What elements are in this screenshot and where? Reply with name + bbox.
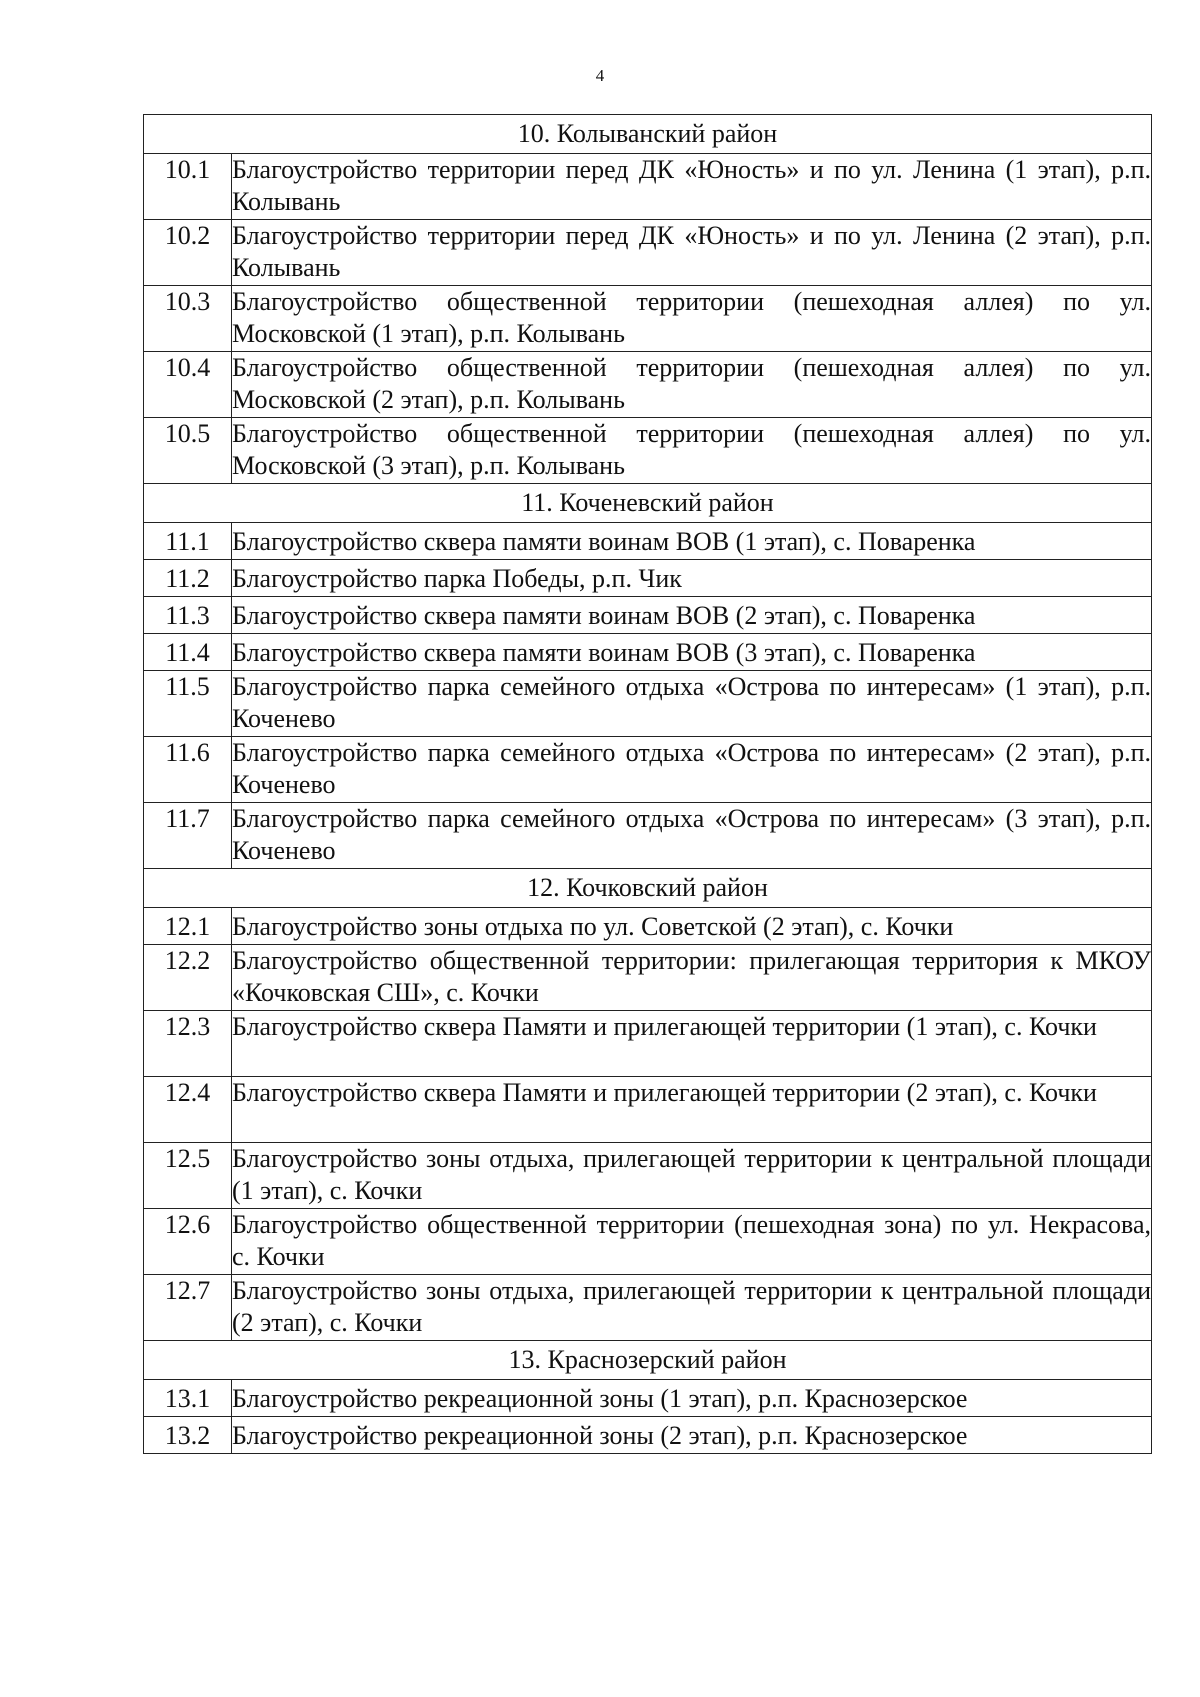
item-description: Благоустройство общественной территории (пешеходная зона) по ул. Некрасова, с. Кочки: [232, 1209, 1152, 1275]
districts-table: [143, 114, 1152, 1454]
section-header-row: [144, 869, 1152, 908]
section-title: 11. Коченевский район: [144, 484, 1152, 523]
table-row: [144, 945, 1152, 1011]
table-row: [144, 286, 1152, 352]
item-description: Благоустройство сквера Памяти и прилегающей территории (2 этап), с. Кочки: [232, 1077, 1152, 1143]
item-number: 10.3: [144, 286, 232, 352]
item-number: 11.7: [144, 803, 232, 869]
section-header-row: [144, 1341, 1152, 1380]
item-description: Благоустройство общественной территории (пешеходная аллея) по ул. Московской (2 этап), р.п. Колывань: [232, 352, 1152, 418]
table-row: [144, 1011, 1152, 1077]
item-number: 11.6: [144, 737, 232, 803]
table-row: [144, 352, 1152, 418]
item-number: 10.4: [144, 352, 232, 418]
table-row: [144, 1417, 1152, 1454]
table-row: [144, 154, 1152, 220]
item-description: Благоустройство парка семейного отдыха «Острова по интересам» (3 этап), р.п. Коченево: [232, 803, 1152, 869]
item-description: Благоустройство территории перед ДК «Юность» и по ул. Ленина (1 этап), р.п. Колывань: [232, 154, 1152, 220]
item-description: Благоустройство общественной территории (пешеходная аллея) по ул. Московской (3 этап), р.п. Колывань: [232, 418, 1152, 484]
item-number: 13.1: [144, 1380, 232, 1417]
table-row: [144, 1143, 1152, 1209]
item-number: 11.1: [144, 523, 232, 560]
item-description: Благоустройство парка семейного отдыха «Острова по интересам» (2 этап), р.п. Коченево: [232, 737, 1152, 803]
table-row: [144, 523, 1152, 560]
item-number: 10.5: [144, 418, 232, 484]
item-description: Благоустройство рекреационной зоны (1 этап), р.п. Краснозерское: [232, 1380, 1152, 1417]
item-description: Благоустройство рекреационной зоны (2 этап), р.п. Краснозерское: [232, 1417, 1152, 1454]
item-number: 12.4: [144, 1077, 232, 1143]
item-description: Благоустройство сквера памяти воинам ВОВ (2 этап), с. Поваренка: [232, 597, 1152, 634]
table-row: [144, 560, 1152, 597]
item-number: 12.6: [144, 1209, 232, 1275]
table-row: [144, 634, 1152, 671]
item-description: Благоустройство сквера памяти воинам ВОВ (3 этап), с. Поваренка: [232, 634, 1152, 671]
table-row: [144, 597, 1152, 634]
item-number: 10.2: [144, 220, 232, 286]
table-row: [144, 908, 1152, 945]
item-number: 12.5: [144, 1143, 232, 1209]
item-description: Благоустройство парка семейного отдыха «Острова по интересам» (1 этап), р.п. Коченево: [232, 671, 1152, 737]
item-description: Благоустройство зоны отдыха по ул. Советской (2 этап), с. Кочки: [232, 908, 1152, 945]
item-description: Благоустройство парка Победы, р.п. Чик: [232, 560, 1152, 597]
item-description: Благоустройство сквера Памяти и прилегающей территории (1 этап), с. Кочки: [232, 1011, 1152, 1077]
item-description: Благоустройство территории перед ДК «Юность» и по ул. Ленина (2 этап), р.п. Колывань: [232, 220, 1152, 286]
item-number: 12.2: [144, 945, 232, 1011]
table-row: [144, 1275, 1152, 1341]
item-description: Благоустройство зоны отдыха, прилегающей территории к центральной площади (1 этап), с. Кочки: [232, 1143, 1152, 1209]
table-row: [144, 1209, 1152, 1275]
item-number: 10.1: [144, 154, 232, 220]
item-number: 11.5: [144, 671, 232, 737]
table-row: [144, 671, 1152, 737]
item-number: 12.1: [144, 908, 232, 945]
item-number: 11.3: [144, 597, 232, 634]
table-row: [144, 220, 1152, 286]
page-number: 4: [595, 66, 605, 85]
table-row: [144, 418, 1152, 484]
item-number: 11.2: [144, 560, 232, 597]
item-number: 11.4: [144, 634, 232, 671]
table-row: [144, 1380, 1152, 1417]
section-title: 12. Кочковский район: [144, 869, 1152, 908]
section-title: 10. Колыванский район: [144, 115, 1152, 154]
table-row: [144, 737, 1152, 803]
table-row: [144, 803, 1152, 869]
table-row: [144, 1077, 1152, 1143]
item-description: Благоустройство общественной территории: прилегающая территория к МКОУ «Кочковская СШ», с. Кочки: [232, 945, 1152, 1011]
item-number: 13.2: [144, 1417, 232, 1454]
item-number: 12.7: [144, 1275, 232, 1341]
section-header-row: [144, 484, 1152, 523]
section-header-row: [144, 115, 1152, 154]
item-description: Благоустройство сквера памяти воинам ВОВ (1 этап), с. Поваренка: [232, 523, 1152, 560]
item-number: 12.3: [144, 1011, 232, 1077]
item-description: Благоустройство зоны отдыха, прилегающей территории к центральной площади (2 этап), с. Кочки: [232, 1275, 1152, 1341]
item-description: Благоустройство общественной территории (пешеходная аллея) по ул. Московской (1 этап), р.п. Колывань: [232, 286, 1152, 352]
section-title: 13. Краснозерский район: [144, 1341, 1152, 1380]
